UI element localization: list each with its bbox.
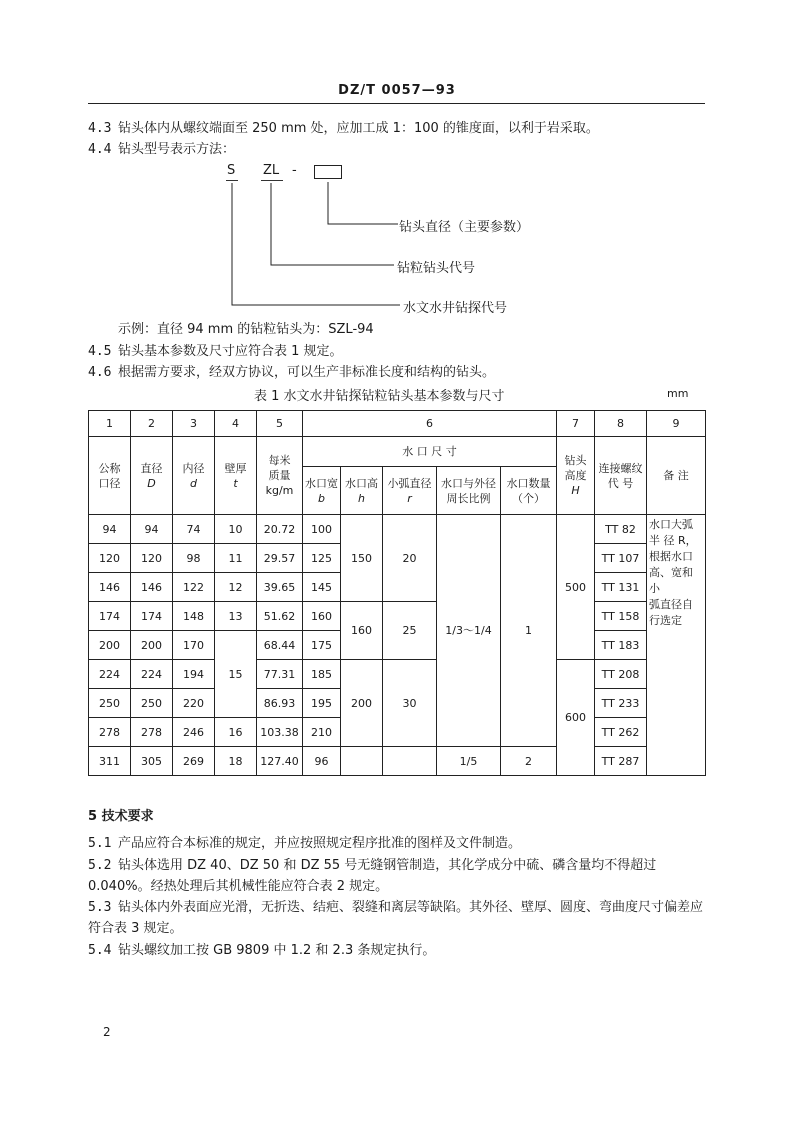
cell-perimeter-ratio: 1/3～1/4: [437, 515, 501, 747]
cell-diameter: 94: [131, 515, 173, 544]
cell-thread: TT 131: [595, 573, 647, 602]
cell-mass: 86.93: [257, 689, 303, 718]
cell-thread: TT 287: [595, 747, 647, 776]
cell-diameter: 250: [131, 689, 173, 718]
header-remark: 备 注: [647, 437, 706, 515]
header-nominal: 公称 口径: [89, 437, 131, 515]
cell-nominal: 94: [89, 515, 131, 544]
col-number: 8: [595, 411, 647, 437]
cell-wall: 11: [215, 544, 257, 573]
clause-5-1: [88, 834, 521, 854]
table-unit: mm: [667, 387, 689, 400]
cell-mass: 51.62: [257, 602, 303, 631]
clause-text: 钻头体选用 DZ 40、DZ 50 和 DZ 55 号无缝钢管制造，其化学成分中硫、磷含量均不得超过: [118, 858, 657, 873]
cell-nominal: 146: [89, 573, 131, 602]
cell-diameter: 305: [131, 747, 173, 776]
cell-thread: TT 233: [595, 689, 647, 718]
cell-mass: 103.38: [257, 718, 303, 747]
clause-text: 钻头体内从螺纹端面至 250 mm 处，应加工成 1：100 的锥度面，以利于岩采取。: [118, 121, 599, 136]
cell-mass: 127.40: [257, 747, 303, 776]
clause-number: 4.6: [88, 365, 112, 380]
cell-inner: 148: [173, 602, 215, 631]
cell-bit-height: 500: [557, 515, 595, 660]
cell-nominal: 174: [89, 602, 131, 631]
table-row: [89, 747, 706, 776]
cell-mass: 77.31: [257, 660, 303, 689]
cell-diameter: 146: [131, 573, 173, 602]
cell-inner: 269: [173, 747, 215, 776]
table-column-number-row: [89, 411, 706, 437]
cell-wall: 18: [215, 747, 257, 776]
cell-mouth-width: 100: [303, 515, 341, 544]
clause-text: 根据需方要求，经双方协议，可以生产非标准长度和结构的钻头。: [118, 365, 496, 380]
cell-mouth-width: 145: [303, 573, 341, 602]
cell-mouth-count: 1: [501, 515, 557, 747]
cell-mouth-width: 175: [303, 631, 341, 660]
page-number: 2: [103, 1025, 111, 1039]
cell-mouth-width: 96: [303, 747, 341, 776]
label-drilling-code: 水文水井钻探代号: [403, 301, 508, 316]
cell-mouth-height: [341, 747, 383, 776]
header-mouth-height: 水口高 h: [341, 467, 383, 515]
cell-wall: 15: [215, 631, 257, 718]
col-number: 5: [257, 411, 303, 437]
header-thread-code: 连接螺纹 代 号: [595, 437, 647, 515]
header-water-mouth: 水 口 尺 寸: [303, 437, 557, 467]
cell-diameter: 200: [131, 631, 173, 660]
header-diameter: 直径 D: [131, 437, 173, 515]
clause-text: 产品应符合本标准的规定，并应按照规定程序批准的图样及文件制造。: [118, 836, 522, 851]
label-bit-type-code: 钻粒钻头代号: [397, 261, 476, 276]
col-number: 1: [89, 411, 131, 437]
header-mouth-width: 水口宽 b: [303, 467, 341, 515]
cell-nominal: 250: [89, 689, 131, 718]
cell-wall: 13: [215, 602, 257, 631]
clause-number: 5.3: [88, 900, 112, 915]
cell-inner: 122: [173, 573, 215, 602]
clause-5-2: [88, 856, 656, 876]
clause-5-3-cont: 符合表 3 规定。: [88, 921, 183, 936]
table-row: [89, 660, 706, 689]
table-row: [89, 515, 706, 544]
clause-5-2-cont: 0.040%。经热处理后其机械性能应符合表 2 规定。: [88, 879, 389, 894]
clause-number: 5.1: [88, 836, 112, 851]
cell-nominal: 200: [89, 631, 131, 660]
document-code: DZ/T 0057—93: [338, 83, 456, 98]
model-code-zl: ZL: [263, 163, 280, 178]
col-number: 3: [173, 411, 215, 437]
header-wall-thickness: 壁厚 t: [215, 437, 257, 515]
cell-inner: 170: [173, 631, 215, 660]
header-bit-height: 钻头 高度 H: [557, 437, 595, 515]
model-code-dash: -: [292, 163, 297, 178]
cell-thread: TT 208: [595, 660, 647, 689]
cell-mouth-width: 210: [303, 718, 341, 747]
clause-text: 钻头体内外表面应光滑，无折迭、结疤、裂缝和离层等缺陷。其外径、壁厚、圆度、弯曲度尺寸偏差应: [118, 900, 704, 915]
clause-text: 钻头基本参数及尺寸应符合表 1 规定。: [118, 344, 343, 359]
cell-remark: 水口大弧 半 径 R， 根据水口 高、宽和小 弧直径自 行选定: [647, 515, 706, 776]
cell-mouth-width: 160: [303, 602, 341, 631]
clause-number: 5.4: [88, 943, 112, 958]
col-number: 4: [215, 411, 257, 437]
cell-arc-diameter: 30: [383, 660, 437, 747]
table-caption: 表 1 水文水井钻探钻粒钻头基本参数与尺寸: [254, 389, 505, 404]
col-number: 6: [303, 411, 557, 437]
clause-text: 钻头型号表示方法：: [118, 142, 236, 157]
clause-5-3: [88, 898, 703, 918]
cell-diameter: 120: [131, 544, 173, 573]
cell-inner: 246: [173, 718, 215, 747]
clause-number: 5.2: [88, 858, 112, 873]
header-arc-diameter: 小弧直径 r: [383, 467, 437, 515]
clause-number: 4.4: [88, 142, 112, 157]
clause-5-4: [88, 941, 435, 961]
cell-wall: 16: [215, 718, 257, 747]
header-perimeter-ratio: 水口与外径 周长比例: [437, 467, 501, 515]
header-mass-per-meter: 每米 质量 kg/m: [257, 437, 303, 515]
col-number: 2: [131, 411, 173, 437]
cell-mass: 39.65: [257, 573, 303, 602]
cell-inner: 98: [173, 544, 215, 573]
table-header-row-1: [89, 437, 706, 467]
cell-nominal: 278: [89, 718, 131, 747]
cell-mouth-count: 2: [501, 747, 557, 776]
cell-wall: 12: [215, 573, 257, 602]
cell-inner: 220: [173, 689, 215, 718]
cell-thread: TT 158: [595, 602, 647, 631]
cell-mass: 68.44: [257, 631, 303, 660]
cell-inner: 74: [173, 515, 215, 544]
example-text: 示例：直径 94 mm 的钻粒钻头为：SZL-94: [118, 322, 374, 337]
clause-4-6: [88, 363, 495, 383]
col-number: 9: [647, 411, 706, 437]
cell-thread: TT 262: [595, 718, 647, 747]
cell-wall: 10: [215, 515, 257, 544]
cell-mouth-width: 125: [303, 544, 341, 573]
section-5-title: 5 技术要求: [88, 809, 154, 824]
model-code-s: S: [227, 163, 236, 178]
cell-mouth-width: 195: [303, 689, 341, 718]
cell-thread: TT 107: [595, 544, 647, 573]
cell-nominal: 120: [89, 544, 131, 573]
clause-text: 钻头螺纹加工按 GB 9809 中 1.2 和 2.3 条规定执行。: [118, 943, 436, 958]
cell-bit-height: 600: [557, 660, 595, 776]
cell-nominal: 311: [89, 747, 131, 776]
cell-diameter: 174: [131, 602, 173, 631]
model-code-leader-lines: [0, 0, 794, 330]
cell-diameter: 224: [131, 660, 173, 689]
header-mouth-count: 水口数量 （个）: [501, 467, 557, 515]
table-1: [88, 410, 706, 776]
cell-thread: TT 183: [595, 631, 647, 660]
cell-arc-diameter: [383, 747, 437, 776]
label-bit-diameter: 钻头直径（主要参数）: [399, 220, 530, 235]
cell-perimeter-ratio: 1/5: [437, 747, 501, 776]
cell-arc-diameter: 20: [383, 515, 437, 602]
clause-number: 4.5: [88, 344, 112, 359]
cell-mouth-height: 200: [341, 660, 383, 747]
cell-mouth-width: 185: [303, 660, 341, 689]
cell-arc-diameter: 25: [383, 602, 437, 660]
clause-4-5: [88, 342, 343, 362]
cell-thread: TT 82: [595, 515, 647, 544]
clause-number: 4.3: [88, 121, 112, 136]
cell-inner: 194: [173, 660, 215, 689]
cell-mass: 29.57: [257, 544, 303, 573]
cell-mouth-height: 160: [341, 602, 383, 660]
cell-mass: 20.72: [257, 515, 303, 544]
cell-nominal: 224: [89, 660, 131, 689]
header-inner-diameter: 内径 d: [173, 437, 215, 515]
cell-diameter: 278: [131, 718, 173, 747]
table-row: [89, 602, 706, 631]
col-number: 7: [557, 411, 595, 437]
cell-mouth-height: 150: [341, 515, 383, 602]
